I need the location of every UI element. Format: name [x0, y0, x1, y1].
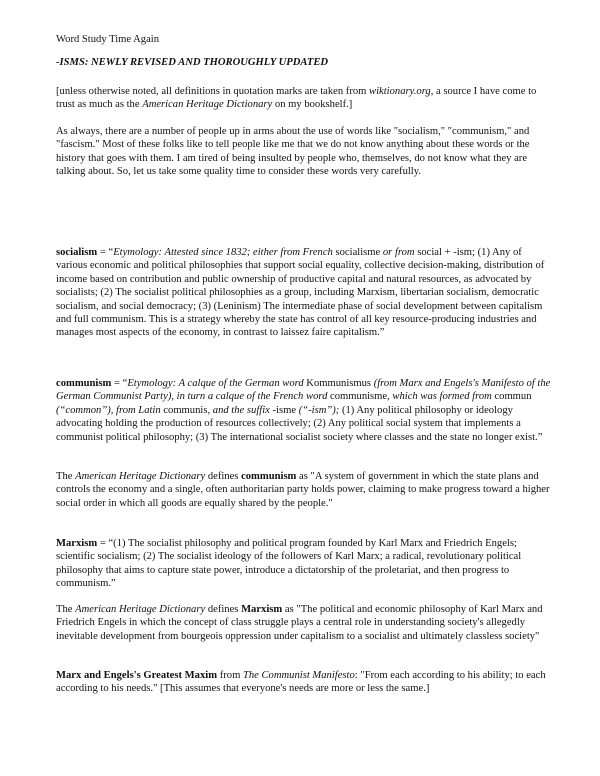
- intro-paragraph: As always, there are a number of people up in arms about the use of words like "socialism," "communism," and "fascism." Most of these folks like to tell people like me that we do not know anything about these words or the history that goes with them. I am tired of being insulted by people who, themselves, do not know what they are talking about. So, let us take some quality time to consider these words very carefully.: [56, 126, 530, 178]
- ahd-communism-definition: [56, 470, 552, 510]
- definition-equals: = “: [111, 378, 128, 389]
- definition-text: (1) Any political philosophy or ideology advocating holding the production of resources collectively; (2) Any political social system that implements a communist political philosophy; (3) The international socialist society where classes and the state no longer exist.”: [56, 404, 543, 443]
- etymology-text: Etymology: Attested since 1832; either from French: [113, 247, 333, 258]
- note-text-1: [unless otherwise noted, all definitions in quotation marks are taken from: [56, 86, 370, 97]
- etymology-text: or from: [382, 247, 415, 258]
- ahd-marxism-definition: [56, 603, 552, 643]
- term-socialism: socialism: [56, 247, 98, 258]
- dictionary-title: American Heritage Dictionary: [75, 604, 206, 615]
- etymology-text: which was formed from: [392, 391, 492, 403]
- dictionary-title: American Heritage Dictionary: [75, 471, 206, 482]
- source-site: wiktionary.org: [369, 86, 431, 97]
- term-communism: communism: [241, 471, 297, 482]
- socialism-definition: [56, 246, 552, 340]
- text-fragment: The: [56, 604, 76, 615]
- maxim-heading: Marx and Engels's Greatest Maxim: [56, 670, 218, 681]
- term-marxism: Marxism: [56, 538, 98, 549]
- note-text-3: on my bookshelf.]: [272, 99, 353, 111]
- term-marxism: Marxism: [241, 604, 283, 615]
- maxim-quote: : "From each according to his ability; to each according to his needs." [This assumes that everyone's needs are more or less the same.]: [56, 670, 546, 695]
- text-fragment: as "A system of government in which the state plans and controls the economy and a single, often authoritarian party holds power, claiming to make progress toward a higher social order in which all goods are equally shared by the people.": [56, 471, 550, 509]
- etymology-text: (“common”), from Latin: [56, 404, 161, 416]
- greatest-maxim: [56, 669, 552, 696]
- document-subheading: -ISMS: NEWLY REVISED AND THOROUGHLY UPDATED: [56, 57, 329, 68]
- book-title: The Communist Manifesto: [242, 670, 355, 681]
- text-fragment: defines: [205, 604, 242, 615]
- etymology-text: Etymology: A calque of the German word: [127, 378, 304, 389]
- text-fragment: The: [56, 471, 76, 482]
- source-note: [56, 85, 552, 112]
- text-fragment: from: [217, 670, 243, 681]
- marxism-definition: [56, 537, 552, 591]
- term-communism: communism: [56, 378, 112, 389]
- etymology-text: (“-ism”);: [298, 404, 340, 416]
- text-fragment: defines: [205, 471, 242, 482]
- communism-definition: [56, 377, 552, 444]
- definition-equals: = “: [97, 247, 114, 258]
- definition-text: = “(1) The socialist philosophy and political program founded by Karl Marx and Friedrich Engels; scientific socialism; (2) The socialist ideology of the followers of Karl Marx; a radical, revolutionary political philosophy that aims to capture state power, introduce a dictatorship of the proletariat, and then progress to communism.”: [56, 538, 522, 590]
- text-fragment: as "The political and economic philosophy of Karl Marx and Friedrich Engels in which the concept of class struggle plays a central role in understanding society's allegedly inevitable development from bourgeois oppression under capitalism to a socialist and ultimately classless society": [56, 604, 543, 642]
- french-word: socialisme: [332, 247, 383, 258]
- etymology-word: communis,: [160, 404, 213, 416]
- dictionary-title: American Heritage Dictionary: [142, 99, 273, 111]
- etymology-word: Kommunismus: [303, 378, 374, 389]
- etymology-text: (from Marx and Engels's Manifesto of the German Communist Party), in turn a calque of the French word: [56, 378, 551, 403]
- definition-text: social + -ism; (1) Any of various economic and political philosophies that support social equality, collective decision-making, distribution of income based on contribution and public ownership of productive capital and natural resources, as advocated by socialists; (2) The socialist political philosophies as a group, including Marxism, libertarian socialism, democratic socialism, and social democracy; (3) (Leninism) The intermediate phase of social development between capitalism and full communism. This is a strategy whereby the state has control of all key resource-producing industries and manages most aspects of the economy, in contrast to laissez faire capitalism.”: [56, 247, 545, 339]
- etymology-word: -isme: [269, 404, 299, 416]
- etymology-text: and the suffix: [212, 404, 270, 416]
- etymology-word: communisme,: [327, 391, 393, 403]
- document-heading: Word Study Time Again: [56, 34, 160, 45]
- etymology-word: commun: [491, 391, 532, 403]
- note-text-2: , a source I have come to trust as much as the: [56, 86, 537, 111]
